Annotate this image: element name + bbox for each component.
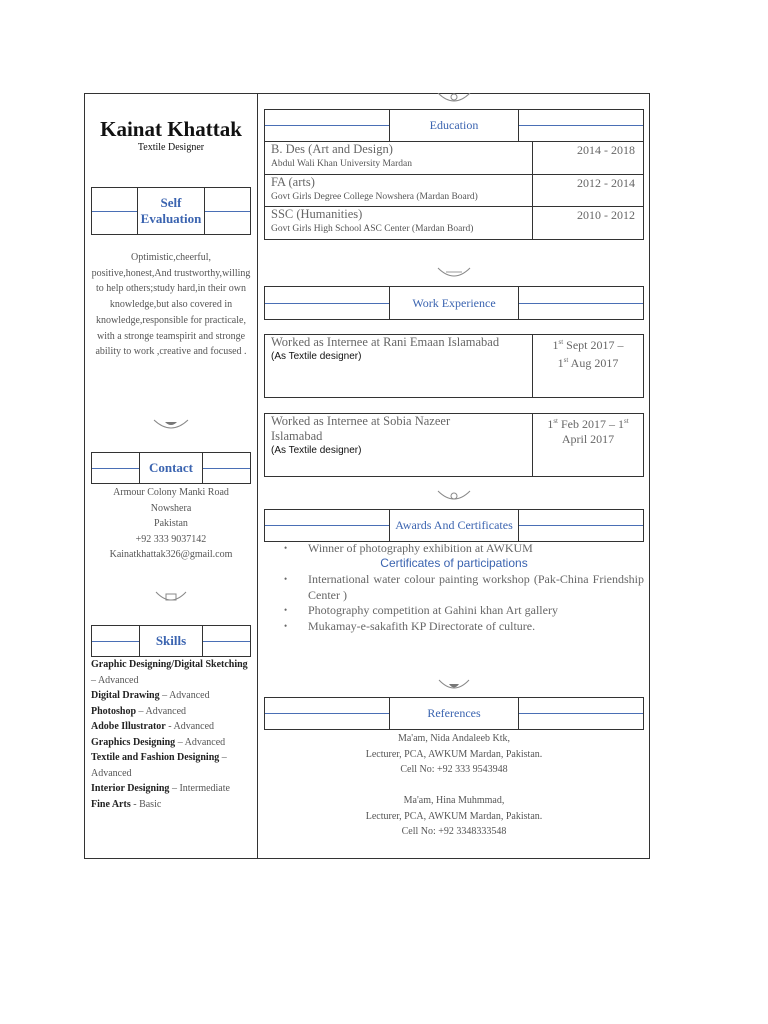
self-evaluation-heading-label: Self Evaluation: [137, 188, 205, 234]
ornament-icon: [436, 489, 472, 505]
skill-name: Digital Drawing: [91, 690, 160, 701]
skill-separator: -: [130, 798, 140, 810]
reference-cell: Cell No: +92 333 9543948: [400, 764, 508, 775]
list-item: [284, 603, 644, 619]
reference-name: Ma'am, Hina Muhmmad,: [403, 795, 505, 806]
heading-rule: [92, 211, 137, 212]
skill-item: [91, 781, 251, 797]
education-degree-cell: [265, 175, 533, 207]
skill-separator: –: [169, 783, 180, 794]
table-row: [265, 142, 644, 175]
certificates-heading: Certificates of participations: [380, 556, 528, 570]
self-evaluation-text: Optimistic,cheerful, positive,honest,And trustworthy,willing to help others;study hard,in their own knowledge,but also covered in knowledge,responsible for practicale, with a stronge teamspirit and stronge ability to work ,creative and focused .: [91, 252, 251, 358]
work-entry: [264, 334, 644, 398]
work-role: (As Textile designer): [271, 351, 362, 362]
skill-level: Advanced: [97, 674, 139, 686]
education-years: 2014 - 2018: [533, 142, 644, 175]
education-degree: B. Des (Art and Design): [271, 142, 393, 156]
reference-position: Lecturer, PCA, AWKUM Mardan, Pakistan.: [365, 810, 543, 822]
skill-name: Graphics Designing: [91, 736, 176, 748]
skill-item: [91, 704, 251, 720]
work-date-rest: April 2017: [561, 432, 615, 446]
education-institute: Govt Girls Degree College Nowshera (Mardan Board): [271, 192, 478, 202]
work-dates: [533, 335, 643, 397]
contact-email: Kainatkhattak326@gmail.com: [109, 549, 233, 560]
education-institute: Abdul Wali Khan University Mardan: [271, 159, 413, 169]
bullet-icon: •: [284, 574, 288, 585]
skill-level: Basic: [139, 798, 162, 810]
work-entry: [264, 413, 644, 477]
work-job-title: Worked as Internee at Rani Emaan Islamabad: [271, 335, 500, 349]
contact-phone: +92 333 9037142: [135, 533, 207, 545]
skill-item: [91, 797, 251, 813]
award-text: Winner of photography exhibition at AWKUM: [308, 541, 533, 555]
work-date-suffix: st: [624, 417, 629, 425]
skill-separator: -: [165, 721, 174, 732]
skill-level: Advanced: [91, 767, 132, 779]
work-entry-details: [265, 414, 533, 476]
skill-name: Fine Arts: [91, 798, 131, 810]
work-date-rest: Aug 2017: [568, 356, 619, 370]
table-row: [265, 175, 644, 207]
education-degree-cell: [265, 142, 533, 175]
skills-list: [91, 657, 251, 812]
heading-rule: [519, 525, 643, 526]
work-entry-details: [265, 335, 533, 397]
work-date-rest: Sept 2017 –: [563, 338, 624, 352]
heading-rule: [519, 125, 643, 126]
awards-heading-label: Awards And Certificates: [389, 510, 519, 541]
heading-rule: [92, 641, 139, 642]
reference-cell: Cell No: +92 3348333548: [401, 826, 507, 837]
heading-rule: [265, 303, 389, 304]
contact-country: Pakistan: [154, 518, 188, 529]
skill-separator: –: [175, 736, 185, 748]
education-degree-cell: [265, 207, 533, 240]
award-text: Photography competition at Gahini khan Art gallery: [308, 603, 558, 618]
skill-level: Advanced: [145, 705, 187, 717]
work-dates: [533, 414, 643, 476]
bullet-icon: •: [284, 543, 288, 553]
reference-name: Ma'am, Nida Andaleeb Ktk,: [397, 733, 511, 744]
work-date-day: 1: [552, 338, 559, 352]
skill-level: Advanced: [169, 690, 210, 701]
skill-name: Photoshop: [91, 705, 137, 717]
list-item: [284, 619, 644, 635]
skill-name: Adobe Illustrator: [91, 721, 166, 732]
education-heading-label: Education: [389, 110, 519, 141]
work-role: (As Textile designer): [271, 445, 362, 456]
skills-heading-label: Skills: [139, 626, 203, 656]
skill-separator: –: [219, 752, 227, 763]
awards-heading: [264, 509, 644, 542]
skill-name: Textile and Fashion Designing: [91, 752, 220, 763]
skill-name: Interior Designing: [91, 783, 170, 794]
skill-separator: –: [91, 674, 98, 686]
references-list: [264, 731, 644, 840]
heading-rule: [519, 713, 643, 714]
work-job-title: Worked as Internee at Sobia Nazeer Islamabad: [271, 414, 451, 443]
list-item: [284, 541, 644, 557]
references-heading: [264, 697, 644, 730]
ornament-icon: [436, 93, 472, 105]
bullet-icon: •: [284, 620, 288, 631]
skill-separator: –: [159, 690, 170, 701]
skill-item: [91, 719, 251, 735]
work-date-day: 1: [557, 356, 564, 370]
award-text: International water colour painting workshop (Pak-China Friendship Center ): [308, 572, 644, 602]
work-date-day: 1: [547, 417, 554, 431]
list-item: [284, 572, 644, 603]
education-institute: Govt Girls High School ASC Center (Mardan Board): [271, 224, 474, 234]
contact-heading: [91, 452, 251, 484]
skill-item: [91, 750, 251, 781]
heading-rule: [265, 125, 389, 126]
education-years: 2010 - 2012: [533, 207, 644, 240]
work-experience-heading-label: Work Experience: [389, 287, 519, 319]
education-years: 2012 - 2014: [533, 175, 644, 207]
ornament-icon: [436, 266, 472, 282]
work-experience-heading: [264, 286, 644, 320]
work-date-suffix: st: [558, 338, 564, 346]
heading-rule: [205, 211, 250, 212]
bullet-icon: •: [284, 605, 288, 616]
work-date-suffix: st: [553, 417, 558, 425]
heading-rule: [92, 468, 139, 469]
heading-rule: [203, 641, 250, 642]
contact-heading-label: Contact: [139, 453, 203, 483]
skill-level: Intermediate: [179, 783, 230, 794]
skill-item: [91, 688, 251, 704]
skill-item: [91, 735, 251, 751]
skill-name: Graphic Designing/Digital Sketching: [91, 659, 248, 670]
ornament-icon: [437, 678, 471, 696]
contact-address-line2: Nowshera: [150, 502, 192, 514]
education-table: [264, 141, 644, 240]
skill-item: [91, 657, 251, 688]
reference-position: Lecturer, PCA, AWKUM Mardan, Pakistan.: [365, 748, 543, 760]
table-row: [265, 207, 644, 240]
contact-address-line1: Armour Colony Manki Road: [113, 487, 229, 498]
references-heading-label: References: [389, 698, 519, 729]
column-divider: [257, 93, 258, 859]
self-evaluation-heading: [91, 187, 251, 235]
contact-details: [91, 485, 251, 563]
skill-level: Advanced: [173, 721, 215, 732]
heading-rule: [203, 468, 250, 469]
candidate-title: Textile Designer: [137, 142, 205, 153]
ornament-icon: [152, 414, 190, 436]
candidate-name: Kainat Khattak: [100, 117, 242, 141]
heading-rule: [265, 713, 389, 714]
education-degree: FA (arts): [271, 175, 315, 189]
ornament-icon: [154, 588, 188, 606]
award-text: Mukamay-e-sakafith KP Directorate of culture.: [308, 618, 536, 633]
work-date-suffix: st: [563, 356, 569, 364]
heading-rule: [265, 525, 389, 526]
skill-level: Advanced: [184, 736, 226, 748]
heading-rule: [519, 303, 643, 304]
education-degree: SSC (Humanities): [271, 207, 363, 221]
skills-heading: [91, 625, 251, 657]
work-date-rest: Feb 2017 – 1: [558, 417, 624, 431]
education-heading: [264, 109, 644, 142]
skill-separator: –: [136, 705, 146, 717]
reference-spacer: [264, 778, 644, 794]
